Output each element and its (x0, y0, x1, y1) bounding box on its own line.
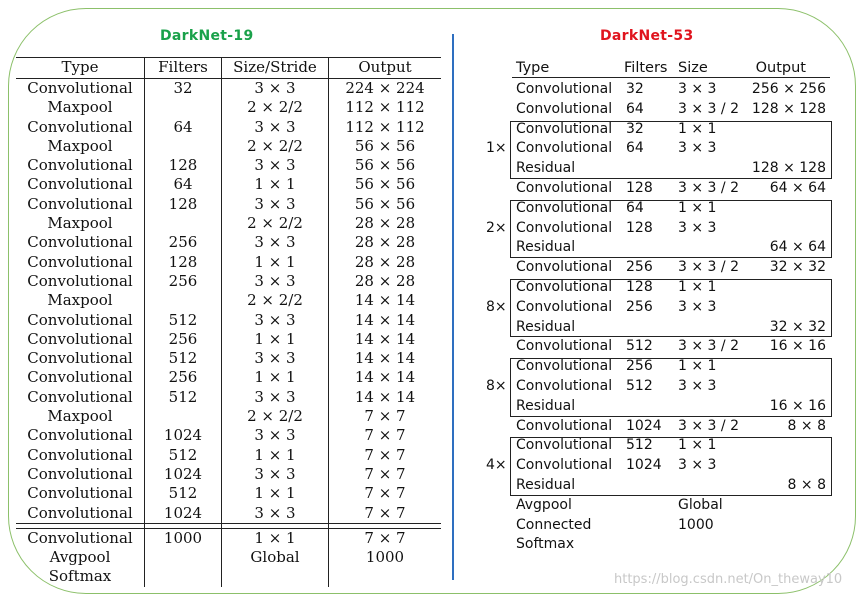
cell-output: 14 × 14 (329, 330, 442, 349)
cell-filters: 32 (626, 120, 644, 137)
header-type: Type (16, 58, 145, 79)
cell-filters (145, 98, 222, 117)
table-row (16, 504, 441, 524)
cell-size-stride: 3 × 3 (222, 118, 329, 137)
cell-output: 28 × 28 (329, 253, 442, 272)
cell-type: Maxpool (47, 136, 113, 155)
cell-type: Maxpool (47, 291, 113, 310)
cell-type: Convolutional (27, 233, 133, 252)
cell-type: Connected (516, 516, 592, 533)
table-row (16, 567, 441, 586)
cell-output: 28 × 28 (329, 214, 442, 233)
table-row (16, 311, 441, 330)
cell-output (329, 567, 442, 586)
cell-output: 1000 (329, 548, 442, 567)
repeat-multiplier: 1× (486, 140, 507, 157)
cell-type: Convolutional (27, 445, 133, 464)
cell-type: Maxpool (47, 214, 113, 233)
repeat-multiplier: 4× (486, 457, 507, 474)
cell-size: 1 × 1 (678, 437, 717, 454)
table-row (16, 446, 441, 465)
table-row (486, 179, 830, 199)
table-row (16, 388, 441, 407)
header-filters: Filters (145, 58, 222, 79)
table-row (486, 80, 830, 100)
table-row (486, 496, 830, 516)
cell-output: 28 × 28 (329, 272, 442, 291)
cell-filters: 512 (626, 378, 653, 394)
cell-type: Convolutional (516, 378, 613, 394)
cell-output: 32 × 32 (769, 259, 826, 276)
cell-type: Convolutional (27, 271, 133, 290)
cell-type: Avgpool (49, 548, 111, 567)
cell-filters (145, 548, 222, 567)
cell-size-stride: 3 × 3 (222, 195, 329, 214)
cell-type: Convolutional (27, 117, 133, 136)
cell-filters: 64 (626, 100, 644, 117)
cell-output: 112 × 112 (329, 98, 442, 117)
cell-size: 1 × 1 (678, 279, 717, 295)
cell-size-stride: 1 × 1 (222, 330, 329, 349)
cell-size: 1 × 1 (678, 199, 717, 216)
residual-block-box (510, 437, 832, 495)
cell-type: Convolutional (27, 79, 133, 97)
cell-output: 224 × 224 (329, 79, 442, 99)
cell-type: Convolutional (27, 484, 133, 503)
cell-output: 128 × 128 (751, 100, 826, 117)
cell-type: Convolutional (27, 368, 133, 387)
cell-type: Softmax (48, 567, 112, 586)
cell-filters: 256 (626, 298, 653, 315)
cell-size-stride: Global (222, 548, 329, 567)
cell-filters: 32 (145, 79, 222, 99)
cell-size-stride: 2 × 2/2 (222, 291, 329, 310)
cell-output: 64 × 64 (769, 239, 826, 256)
cell-type: Convolutional (516, 437, 613, 454)
cell-filters: 256 (145, 368, 222, 387)
cell-output: 7 × 7 (329, 504, 442, 524)
table-row (16, 484, 441, 503)
cell-type: Convolutional (27, 528, 133, 547)
cell-type: Convolutional (516, 279, 613, 295)
cell-size-stride: 2 × 2/2 (222, 214, 329, 233)
cell-filters: 512 (626, 338, 653, 355)
darknet19-table (16, 57, 441, 587)
cell-output: 14 × 14 (329, 388, 442, 407)
cell-filters: 512 (145, 484, 222, 503)
cell-type: Convolutional (27, 194, 133, 213)
cell-type: Convolutional (516, 180, 613, 196)
cell-size-stride: 2 × 2/2 (222, 98, 329, 117)
table-row (16, 548, 441, 567)
cell-type: Residual (516, 477, 576, 493)
cell-size-stride: 2 × 2/2 (222, 407, 329, 426)
residual-block-box (510, 279, 832, 337)
cell-output: 8 × 8 (787, 417, 826, 434)
cell-filters: 512 (145, 349, 222, 368)
table-row (16, 330, 441, 349)
cell-size-stride: 3 × 3 (222, 311, 329, 330)
header-filters: Filters (624, 60, 668, 76)
table-row (486, 516, 830, 536)
table-row (486, 258, 830, 278)
cell-type: Convolutional (516, 199, 613, 216)
vertical-divider (452, 34, 454, 580)
cell-size: 3 × 3 / 2 (678, 417, 739, 434)
cell-filters: 64 (145, 118, 222, 137)
cell-output: 28 × 28 (329, 233, 442, 252)
cell-size-stride: 1 × 1 (222, 175, 329, 194)
cell-type: Convolutional (516, 120, 613, 137)
cell-filters (145, 214, 222, 233)
cell-type: Residual (516, 397, 576, 414)
table-row (486, 417, 830, 437)
cell-filters: 512 (145, 446, 222, 465)
title-darknet53: DarkNet-53 (600, 28, 694, 44)
cell-filters: 512 (145, 311, 222, 330)
header-type: Type (516, 60, 550, 76)
cell-size: 3 × 3 (678, 140, 717, 157)
cell-size: 1 × 1 (678, 358, 717, 375)
table-row (16, 349, 441, 368)
table-row (16, 253, 441, 272)
cell-filters: 512 (145, 388, 222, 407)
cell-filters: 256 (626, 358, 653, 375)
cell-filters: 128 (145, 253, 222, 272)
cell-size: Global (678, 496, 723, 513)
header-output: Output (755, 60, 806, 76)
cell-output: 8 × 8 (787, 477, 826, 493)
cell-output: 16 × 16 (769, 338, 826, 355)
cell-type: Convolutional (516, 298, 613, 315)
cell-filters: 1024 (145, 426, 222, 445)
header-size: Size (678, 60, 708, 76)
cell-filters: 1024 (626, 457, 662, 474)
table-row (16, 156, 441, 175)
cell-type: Convolutional (27, 156, 133, 175)
cell-size: 3 × 3 / 2 (678, 100, 739, 117)
table-row (16, 272, 441, 291)
cell-type: Maxpool (47, 98, 113, 117)
cell-filters: 128 (626, 219, 653, 236)
cell-filters: 128 (145, 195, 222, 214)
cell-type: Convolutional (27, 349, 133, 368)
header-size-stride: Size/Stride (222, 58, 329, 79)
cell-output: 7 × 7 (329, 407, 442, 426)
cell-output: 14 × 14 (329, 311, 442, 330)
residual-block-box (510, 358, 832, 416)
cell-filters: 1000 (145, 528, 222, 548)
cell-filters: 256 (145, 272, 222, 291)
table-row (486, 337, 830, 357)
cell-size: 1000 (678, 516, 714, 533)
cell-size-stride: 3 × 3 (222, 388, 329, 407)
cell-output: 7 × 7 (329, 465, 442, 484)
table-row (486, 100, 830, 120)
table-row (16, 233, 441, 252)
cell-filters: 64 (626, 199, 644, 216)
table-header-row (512, 60, 830, 78)
table-header-row (16, 58, 441, 79)
cell-filters: 256 (145, 233, 222, 252)
cell-filters: 32 (626, 81, 644, 97)
cell-type: Convolutional (27, 252, 133, 271)
cell-type: Residual (516, 160, 576, 177)
cell-filters (145, 137, 222, 156)
cell-size: 3 × 3 / 2 (678, 180, 739, 196)
cell-size-stride: 3 × 3 (222, 349, 329, 368)
cell-filters: 1024 (626, 417, 662, 434)
table-row (16, 98, 441, 117)
table-row (16, 137, 441, 156)
cell-output: 16 × 16 (769, 397, 826, 414)
cell-size: 3 × 3 (678, 219, 717, 236)
cell-size-stride: 3 × 3 (222, 233, 329, 252)
cell-size-stride: 3 × 3 (222, 272, 329, 291)
cell-output: 14 × 14 (329, 368, 442, 387)
cell-type: Convolutional (27, 464, 133, 483)
table-row (16, 214, 441, 233)
cell-output: 256 × 256 (751, 81, 826, 97)
table-row (16, 291, 441, 310)
repeat-multiplier: 8× (486, 378, 507, 394)
cell-size: 3 × 3 / 2 (678, 259, 739, 276)
cell-output: 14 × 14 (329, 291, 442, 310)
cell-size-stride: 1 × 1 (222, 484, 329, 503)
residual-block-box (510, 121, 832, 179)
cell-size: 3 × 3 (678, 378, 717, 394)
table-row (16, 426, 441, 445)
residual-block-box (510, 200, 832, 258)
cell-output: 56 × 56 (329, 137, 442, 156)
repeat-multiplier: 2× (486, 219, 507, 236)
cell-filters: 128 (145, 156, 222, 175)
cell-filters: 256 (626, 259, 653, 276)
cell-size-stride: 3 × 3 (222, 426, 329, 445)
cell-filters: 512 (626, 437, 653, 454)
cell-filters: 64 (626, 140, 644, 157)
cell-type: Convolutional (516, 140, 613, 157)
cell-output: 56 × 56 (329, 156, 442, 175)
cell-type: Convolutional (516, 338, 613, 355)
cell-output: 14 × 14 (329, 349, 442, 368)
cell-output: 32 × 32 (769, 318, 826, 335)
cell-type: Convolutional (516, 81, 613, 97)
cell-output: 56 × 56 (329, 175, 442, 194)
header-output: Output (329, 58, 442, 79)
table-row (16, 407, 441, 426)
cell-type: Convolutional (27, 175, 133, 194)
cell-size-stride: 1 × 1 (222, 528, 329, 548)
cell-size: 3 × 3 / 2 (678, 338, 739, 355)
cell-filters: 256 (145, 330, 222, 349)
cell-type: Residual (516, 239, 576, 256)
cell-type: Convolutional (516, 219, 613, 236)
cell-size-stride: 1 × 1 (222, 368, 329, 387)
cell-type: Convolutional (27, 310, 133, 329)
cell-type: Maxpool (47, 407, 113, 426)
cell-size: 3 × 3 (678, 81, 717, 97)
cell-size: 3 × 3 (678, 298, 717, 315)
cell-output: 128 × 128 (751, 160, 826, 177)
cell-size-stride: 2 × 2/2 (222, 137, 329, 156)
table-row (16, 368, 441, 387)
darknet53-table (486, 60, 830, 560)
cell-output: 7 × 7 (329, 528, 442, 548)
table-row (16, 465, 441, 484)
title-darknet19: DarkNet-19 (160, 28, 254, 44)
cell-size-stride: 3 × 3 (222, 156, 329, 175)
cell-filters (145, 407, 222, 426)
watermark: https://blog.csdn.net/On_theway10 (614, 572, 843, 587)
cell-type: Convolutional (516, 259, 613, 276)
cell-output: 7 × 7 (329, 426, 442, 445)
table-row (16, 195, 441, 214)
cell-type: Convolutional (516, 100, 613, 117)
cell-size-stride: 3 × 3 (222, 465, 329, 484)
cell-size: 3 × 3 (678, 457, 717, 474)
cell-type: Convolutional (27, 329, 133, 348)
cell-output: 112 × 112 (329, 118, 442, 137)
cell-size: 1 × 1 (678, 120, 717, 137)
cell-size-stride: 3 × 3 (222, 79, 329, 99)
cell-filters: 1024 (145, 504, 222, 524)
cell-type: Softmax (516, 536, 575, 553)
cell-type: Convolutional (27, 503, 133, 522)
table-row (16, 175, 441, 194)
cell-output: 7 × 7 (329, 446, 442, 465)
repeat-multiplier: 8× (486, 298, 507, 315)
cell-type: Convolutional (516, 358, 613, 375)
cell-size-stride: 1 × 1 (222, 253, 329, 272)
cell-size-stride (222, 567, 329, 586)
cell-output: 56 × 56 (329, 195, 442, 214)
cell-type: Residual (516, 318, 576, 335)
table-row (16, 528, 441, 548)
cell-size-stride: 1 × 1 (222, 446, 329, 465)
cell-type: Convolutional (516, 417, 613, 434)
cell-output: 7 × 7 (329, 484, 442, 503)
cell-type: Convolutional (27, 387, 133, 406)
cell-size-stride: 3 × 3 (222, 504, 329, 524)
cell-output: 64 × 64 (769, 180, 826, 196)
cell-type: Convolutional (516, 457, 613, 474)
cell-type: Convolutional (27, 426, 133, 445)
table-row (486, 535, 830, 555)
table-row (16, 118, 441, 137)
cell-filters (145, 291, 222, 310)
cell-filters: 1024 (145, 465, 222, 484)
cell-filters: 128 (626, 279, 653, 295)
cell-type: Avgpool (516, 496, 572, 513)
cell-filters: 64 (145, 175, 222, 194)
table-row (16, 79, 441, 99)
cell-filters: 128 (626, 180, 653, 196)
cell-filters (145, 567, 222, 586)
